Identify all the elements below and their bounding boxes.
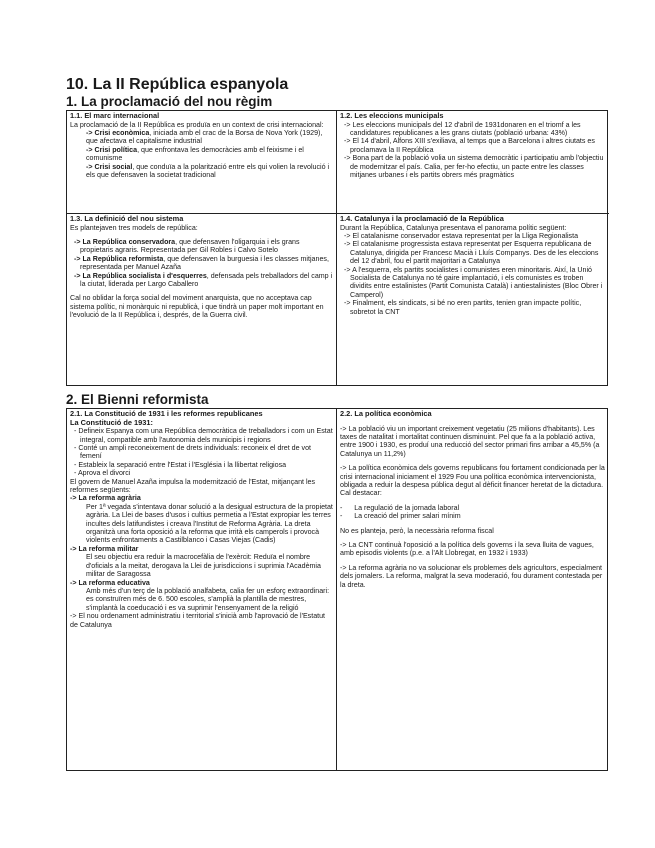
list-item: - La creació del primer salari mínim [340,512,461,521]
list-item: -> El catalanisme conservador estava representat per la Lliga Regionalista [344,232,579,240]
list-item: -> Finalment, els sindicats, si bé no eren partits, tenien gran impacte polític, sobretot la CNT [344,299,582,316]
reform-heading: -> La reforma militar [70,544,139,553]
reform-heading: -> El nou ordenament administratiu i territorial s'inicià amb l'aprovació de l'Estatut de Catalunya [70,612,326,629]
cell-title: 2.2. La política econòmica [340,409,432,418]
paragraph: -> La població viu un important creixement vegetatiu (25 milions d'habitants). Les taxes de natalitat i mortalitat continuen disminuint. Pel que fa a la població activa, entre 1900 i 1930, es produí una reducció del sector primari fins arribar a 45,5% (a Catalunya un 11,2%) [340,424,600,458]
cell-intro: Durant la República, Catalunya presentava el panorama polític següent: [340,223,567,232]
list-item: -> El catalanisme progressista estava representat per Esquerra republicana de Catalunya, dirigida per Francesc Macià i Lluís Companys. Des de les eleccions del 12 d'abril, fou el partit majoritari a Catalunya [344,240,599,266]
section-1-table [66,110,608,386]
document-page [66,76,608,771]
cell-1-1 [67,111,337,214]
paragraph: No es planteja, però, la necessària reforma fiscal [340,526,494,535]
list-item: -> El 14 d'abril, Alfons XIII s'exiliava, al temps que a Barcelona i altres ciutats es proclamava la II República [344,137,595,154]
list-item: - Defineix Espanya com una República democràtica de treballadors i com un Estat integral, compatible amb l'autonomia dels municipis i regions [74,427,333,444]
cell-intro: Es plantejaven tres models de república: [70,223,198,232]
cell-title: 2.1. La Constitució de 1931 i les reformes republicanes [70,409,263,418]
list-item: -> La República reformista, que defensaven la burguesia i les classes mitjanes, representada per Manuel Azaña [74,254,329,272]
cell-2-1 [67,409,337,770]
list-item: - Aprova el divorci [74,469,131,478]
section-2-heading: 2. El Bienni reformista [66,392,209,407]
section-1-heading: 1. La proclamació del nou règim [66,94,273,109]
paragraph: -> La CNT continuà l'oposició a la política dels governs i la seva lluita de vagues, amb episodis violents (p.e. a l'Alt Llobregat, en 1932 i 1933) [340,541,594,558]
cell-1-2 [337,111,609,214]
list-item: - Estableix la separació entre l'Estat i l'Església i la llibertat religiosa [74,460,287,469]
cell-1-4 [337,214,609,385]
cell-subtitle: La Constitució de 1931: [70,417,153,427]
reform-text: El seu objectiu era reduir la macrocefàlia de l'exèrcit: Reduïa el nombre d'oficials a la meitat, derogava la Llei de jurisdiccions i suprimia l'Acadèmia militar de Saragossa [86,553,321,579]
paragraph: -> La política econòmica dels governs republicans fou fortament condicionada per la crisi internacional iniciament el 1929 Fou una política econòmica intervencionista, obligada a reduir la despesa pública degut al dèficit financer heretat de la dictadura. Cal destacar: [340,464,605,498]
reform-text: Amb més d'un terç de la població analfabeta, calia fer un esforç extraordinari: es construïren més de 6. 500 escoles, s'amplià la plantilla de mestres, s'implantà la coeducació i es va suprimir l'ensenyament de la religió [86,586,330,612]
list-item: -> Bona part de la població volia un sistema democràtic i participatiu amb l'objectiu de modernitzar el país. Calia, per fer-ho efectiu, un pacte entre les classes mitjanes urbanes i els partits obrers més pragmàtics [344,154,604,180]
cell-title: 1.1. El marc internacional [70,111,160,120]
cell-intro: La proclamació de la II República es produïa en un context de crisi internacional: [70,120,324,129]
section-2-table [66,408,608,771]
cell-title: 1.3. La definició del nou sistema [70,214,184,223]
list-item: -> Crisi política, que enfrontava les democràcies amb el feixisme i el comunisme [86,145,304,163]
reform-heading: -> La reforma educativa [70,578,150,587]
cell-2-2 [337,409,609,770]
reform-text: Per 1ª vegada s'intentava donar solució a la desigual estructura de la propietat agrària. La Llei de bases d'usos i cultius permetia a l'Estat expropiar les terres incultes dels latifundistes i creava l'Institut de Reforma Agrària. La dreta organitzà una forta oposició a la reforma que irrità els camperols i provocà violents enfrontaments a Castilblanco i Casas Viejas (Cadis) [86,502,333,545]
cell-title: 1.2. Les eleccions municipals [340,111,444,120]
cell-1-3 [67,214,337,385]
cell-note: Cal no oblidar la força social del moviment anarquista, que no acceptava cap sistema polític, ni monàrquic ni republicà, i que tindrà un paper molt important en l'evolució de la II República i, després, de la Guerra civil. [70,294,324,320]
list-item: - La regulació de la jornada laboral [340,503,460,512]
cell-title: 1.4. Catalunya i la proclamació de la República [340,214,504,223]
gov-text: El govern de Manuel Azaña impulsa la modernització de l'Estat, mitjançant les reformes següents: [70,477,316,495]
page-title: 10. La II República espanyola [66,76,289,93]
list-item: -> A l'esquerra, els partits socialistes i comunistes eren minoritaris. Així, la Unió Socialista de Catalunya no té gaire implantació, i els comunistes es troben dividits entre estalinistes (Partit Comunista Català) i antiestalinistes (Bloc Obrer i Camperol) [344,265,603,299]
list-item: - Conté un ampli reconeixement de drets individuals: reconeix el dret de vot femení [74,444,311,461]
list-item: -> Crisi econòmica, iniciada amb el crac de la Borsa de Nova York (1929), que afectava el capitalisme industrial [86,129,323,146]
list-item: -> La República socialista i d'esquerres, defensada pels treballadors del camp i la ciutat, liderada per Largo Caballero [74,271,333,289]
list-item: -> Les eleccions municipals del 12 d'abril de 1931donaren en el triomf a les candidatures republicanes a les grans ciutats (població urbana: 43%) [344,120,581,137]
list-item: -> Crisi social, que conduïa a la polarització entre els qui volien la revolució i els que defensaven la societat tradicional [86,162,330,180]
list-item: -> La República conservadora, que defensaven l'oligarquia i els grans propietaris agraris. Representada per Gil Robles i Calvo Sotelo [74,238,300,255]
paragraph: -> La reforma agrària no va solucionar els problemes dels agricultors, especialment dels jornalers. La reforma, malgrat la seva moderació, fou durament contestada per la dreta. [340,563,603,589]
reform-heading: -> La reforma agrària [70,494,141,503]
